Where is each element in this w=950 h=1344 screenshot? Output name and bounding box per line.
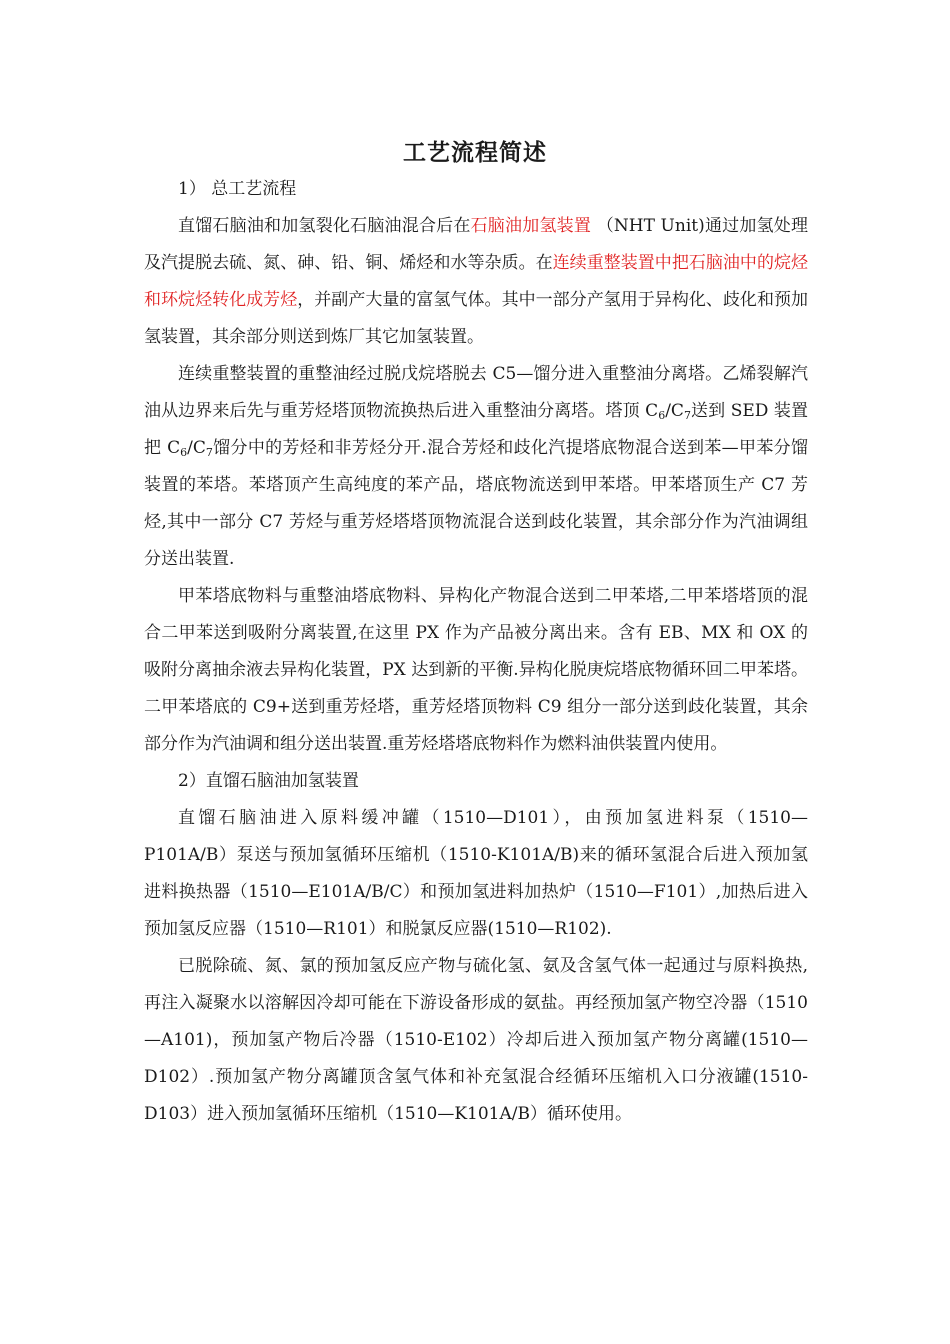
section-heading-overall-process: 1） 总工艺流程 (178, 179, 297, 199)
document-title: 工艺流程简述 (403, 140, 547, 166)
section-heading-naphtha-hydrotreating: 2）直馏石脑油加氢装置 (178, 771, 359, 791)
document-body (144, 171, 808, 1133)
paragraph-text: （NHT Unit)通过加氢处理及汽提脱去硫、氮、砷、铅、铜、烯烃和水等杂质。在 (144, 216, 809, 273)
subscript: 6 (180, 446, 188, 459)
paragraph-text: 直馏石脑油和加氢裂化石脑油混合后在 (178, 216, 471, 236)
subscript: 6 (658, 409, 666, 422)
paragraph-nht-overview (144, 208, 808, 356)
paragraph-text: 馏分中的芳烃和非芳烃分开.混合芳烃和歧化汽提塔底物混合送到苯—甲苯分馏装置的苯塔。苯塔顶产生高纯度的苯产品，塔底物流送到甲苯塔。甲苯塔顶生产 C7 芳烃,其中一部分 C7 芳烃与重芳烃塔塔顶物流混合送到歧化装置，其余部分作为汽油调组分送出装置. (144, 438, 808, 569)
paragraph-text: 送到 SED 装置把 C (144, 401, 808, 458)
paragraph-text: /C (187, 438, 206, 458)
paragraph-reaction-products: 已脱除硫、氮、氯的预加氢反应产物与硫化氢、氨及含氢气体一起通过与原料换热,再注入凝聚水以溶解因冷却可能在下游设备形成的氨盐。再经预加氢产物空冷器（1510—A101)，预加氢产物后冷器（1510-E102）冷却后进入预加氢产物分离罐(1510—D102）.预加氢产物分离罐顶含氢气体和补充氢混合经循环压缩机入口分液罐(1510-D103）进入预加氢循环压缩机（1510—K101A/B）循环使用。 (144, 956, 808, 1124)
subscript: 7 (205, 446, 213, 459)
paragraph-text: ，并副产大量的富氢气体。其中一部分产氢用于异构化、歧化和预加氢装置，其余部分则送到炼厂其它加氢装置。 (144, 290, 809, 347)
paragraph-text: 连续重整装置的重整油经过脱戊烷塔脱去 C5—馏分进入重整油分离塔。乙烯裂解汽油从边界来后先与重芳烃塔顶物流换热后进入重整油分离塔。塔顶 C (144, 364, 808, 421)
paragraph-xylene-column: 甲苯塔底物料与重整油塔底物料、异构化产物混合送到二甲苯塔,二甲苯塔塔顶的混合二甲苯送到吸附分离装置,在这里 PX 作为产品被分离出来。含有 EB、MX 和 OX 的吸附分离抽余液去异构化装置，PX 达到新的平衡.异构化脱庚烷塔底物循环回二甲苯塔。二甲苯塔底的 C9+送到重芳烃塔，重芳烃塔顶物料 C9 组分一部分送到歧化装置，其余部分作为汽油调和组分送出装置.重芳烃塔塔底物料作为燃料油供装置内使用。 (144, 586, 808, 754)
paragraph-feed-buffer: 直馏石脑油进入原料缓冲罐（1510—D101），由预加氢进料泵（1510—P101A/B）泵送与预加氢循环压缩机（1510-K101A/B)来的循环氢混合后进入预加氢进料换热器（1510—E101A/B/C）和预加氢进料加热炉（1510—F101）,加热后进入预加氢反应器（1510—R101）和脱氯反应器(1510—R102). (144, 808, 808, 939)
paragraph-reformate-separation (144, 356, 808, 578)
highlight-nht-unit: 石脑油加氢装置 (470, 216, 592, 236)
subscript: 7 (683, 409, 691, 422)
highlight-ccr-reforming: 连续重整装置中把石脑油中的烷烃和环烷烃转化成芳烃 (144, 253, 809, 310)
paragraph-text: /C (665, 401, 684, 421)
